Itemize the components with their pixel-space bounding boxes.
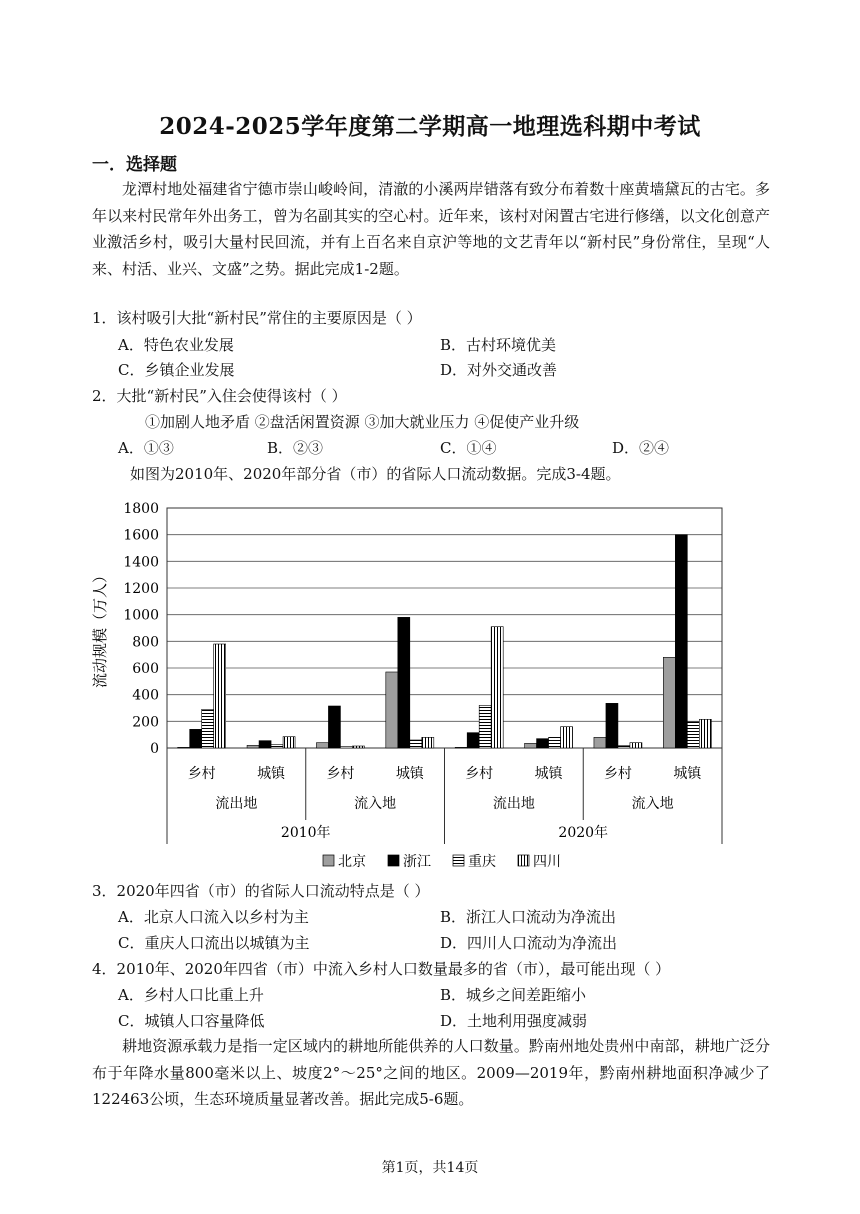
- category-label: 乡村: [187, 766, 216, 782]
- y-tick-label: 400: [132, 687, 159, 704]
- q1-option-c: C．乡镇企业发展: [118, 361, 235, 379]
- bar-重庆: [410, 740, 422, 748]
- category-label: 城镇: [395, 766, 424, 782]
- bar-四川: [491, 627, 503, 748]
- q2-option-a: A．①③: [118, 439, 174, 457]
- bar-浙江: [190, 729, 202, 748]
- question-4-stem: 4．2010年、2020年四省（市）中流入乡村人口数量最多的省（市），最可能出现（ ）: [92, 960, 671, 978]
- category-label: 城镇: [673, 766, 702, 782]
- y-tick-label: 200: [132, 714, 159, 731]
- bar-浙江: [606, 703, 618, 748]
- bar-浙江: [537, 739, 549, 748]
- category-label: 城镇: [257, 766, 286, 782]
- bar-北京: [386, 672, 398, 748]
- legend-label: 浙江: [403, 854, 431, 870]
- bar-四川: [561, 727, 573, 748]
- bar-北京: [663, 657, 675, 748]
- passage-1: 龙潭村地处福建省宁德市崇山峻岭间，清澈的小溪两岸错落有致分布着数十座黄墙黛瓦的古宅。多年以来村民常年外出务工，曾为名副其实的空心村。近年来，该村对闲置古宅进行修缮，以文化创意产业激活乡村，吸引大量村民回流，并有上百名来自京沪等地的文艺青年以“新村民”身份常住，呈现“人来、村活、业兴、文盛”之势。据此完成1-2题。: [92, 180, 770, 278]
- bar-浙江: [398, 617, 410, 748]
- population-flow-chart: [85, 496, 745, 876]
- y-tick-label: 600: [132, 661, 159, 677]
- year-label: 2020年: [558, 825, 609, 841]
- bar-浙江: [675, 535, 687, 748]
- question-3-stem: 3．2020年四省（市）的省际人口流动特点是（ ）: [92, 882, 430, 900]
- legend-swatch-重庆: [453, 855, 464, 866]
- bar-重庆: [479, 705, 491, 748]
- bar-北京: [316, 743, 328, 748]
- flow-group-label: 流入地: [354, 796, 397, 812]
- bar-重庆: [202, 709, 214, 748]
- page-footer: 第1页，共14页: [381, 1160, 479, 1176]
- bar-北京: [247, 745, 259, 748]
- bar-浙江: [259, 741, 271, 748]
- y-tick-label: 0: [150, 741, 159, 757]
- q2-option-b: B．②③: [267, 439, 324, 457]
- y-tick-label: 1000: [123, 607, 159, 624]
- legend-label: 重庆: [468, 854, 496, 870]
- q2-statements: ①加剧人地矛盾 ②盘活闲置资源 ③加大就业压力 ④促使产业升级: [145, 413, 580, 431]
- bar-浙江: [467, 733, 479, 748]
- bar-四川: [699, 719, 711, 748]
- bar-北京: [594, 737, 606, 748]
- q4-option-a: A．乡村人口比重上升: [118, 986, 264, 1004]
- flow-group-label: 流出地: [215, 796, 258, 812]
- flow-group-label: 流入地: [631, 796, 674, 812]
- q4-option-c: C．城镇人口容量降低: [118, 1012, 265, 1030]
- q3-option-a: A．北京人口流入以乡村为主: [118, 908, 309, 926]
- question-2-stem: 2．大批“新村民”入住会使得该村（ ）: [92, 387, 347, 405]
- bar-重庆: [340, 747, 352, 748]
- legend-label: 四川: [533, 854, 561, 870]
- bar-四川: [422, 737, 434, 748]
- bar-四川: [630, 743, 642, 748]
- bar-四川: [214, 644, 226, 748]
- y-tick-label: 1600: [123, 527, 159, 544]
- q2-option-c: C．①④: [440, 439, 497, 457]
- bar-重庆: [687, 722, 699, 748]
- q2-option-d: D．②④: [612, 439, 670, 457]
- q1-option-d: D．对外交通改善: [440, 361, 558, 379]
- y-tick-label: 1400: [123, 554, 159, 571]
- bar-北京: [525, 743, 537, 748]
- q4-option-b: B．城乡之间差距缩小: [440, 986, 587, 1004]
- q1-option-b: B．古村环境优美: [440, 336, 557, 354]
- section-title: 一．选择题: [92, 155, 177, 175]
- category-label: 乡村: [603, 766, 632, 782]
- legend-swatch-四川: [518, 855, 529, 866]
- plot-frame: [167, 508, 722, 748]
- flow-group-label: 流出地: [492, 796, 535, 812]
- bar-北京: [455, 747, 467, 748]
- bar-重庆: [618, 745, 630, 748]
- y-tick-label: 1800: [123, 501, 159, 517]
- q4-option-d: D．土地利用强度减弱: [440, 1012, 588, 1030]
- category-label: 城镇: [534, 766, 563, 782]
- bar-浙江: [328, 706, 340, 748]
- q3-option-c: C．重庆人口流出以城镇为主: [118, 934, 310, 952]
- y-tick-label: 1200: [123, 581, 159, 597]
- bar-四川: [283, 737, 295, 748]
- year-label: 2010年: [280, 825, 331, 841]
- q3-option-b: B．浙江人口流动为净流出: [440, 908, 617, 926]
- category-label: 乡村: [465, 766, 494, 782]
- passage-2: 耕地资源承载力是指一定区域内的耕地所能供养的人口数量。黔南州地处贵州中南部，耕地广泛分布于年降水量800毫米以上、坡度2°～25°之间的地区。2009—2019年，黔南州耕地面积净减少了122463公顷，生态环境质量显著改善。据此完成5-6题。: [92, 1037, 770, 1108]
- bar-北京: [178, 747, 190, 748]
- legend-swatch-北京: [323, 855, 334, 866]
- chart-intro: 如图为2010年、2020年部分省（市）的省际人口流动数据。完成3-4题。: [130, 465, 621, 483]
- y-axis-label: 流动规模（万人）: [91, 567, 109, 689]
- page-title: 2024-2025学年度第二学期高一地理选科期中考试: [159, 113, 701, 140]
- bar-四川: [352, 746, 364, 748]
- q3-option-d: D．四川人口流动为净流出: [440, 934, 618, 952]
- legend-label: 北京: [338, 854, 366, 870]
- bar-重庆: [271, 745, 283, 748]
- question-1-stem: 1．该村吸引大批“新村民”常住的主要原因是（ ）: [92, 309, 422, 327]
- y-tick-label: 800: [132, 634, 159, 651]
- q1-option-a: A．特色农业发展: [118, 336, 234, 354]
- bar-重庆: [549, 737, 561, 748]
- legend-swatch-浙江: [388, 855, 399, 866]
- category-label: 乡村: [326, 766, 355, 782]
